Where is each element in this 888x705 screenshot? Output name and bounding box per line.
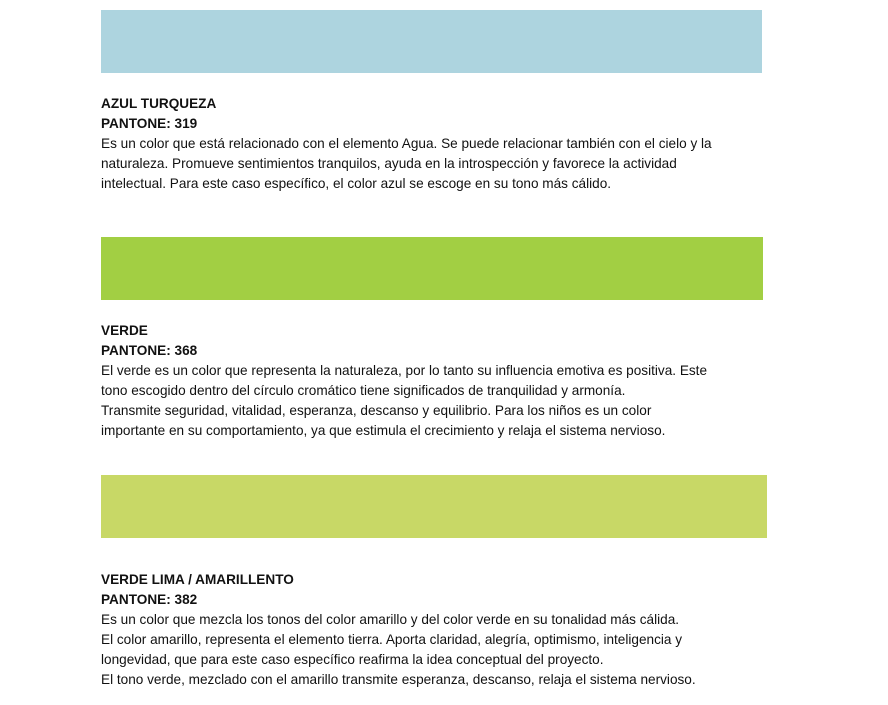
color-swatch-azul-turqueza: [101, 10, 762, 73]
description-line: longevidad, que para este caso específico reafirma la idea conceptual del proyecto.: [101, 652, 604, 667]
color-title: VERDE: [101, 323, 148, 338]
description-line: El color amarillo, representa el elemento tierra. Aporta claridad, alegría, optimismo, inteligencia y: [101, 632, 683, 647]
color-title: AZUL TURQUEZA: [101, 96, 217, 111]
description-line: Es un color que está relacionado con el elemento Agua. Se puede relacionar también con el cielo y la: [101, 136, 712, 151]
pantone-code: PANTONE: 382: [101, 592, 198, 607]
description-line: intelectual. Para este caso específico, el color azul se escoge en su tono más cálido.: [101, 176, 612, 191]
description-line: El tono verde, mezclado con el amarillo transmite esperanza, descanso, relaja el sistema nervioso.: [101, 672, 696, 687]
description-line: Transmite seguridad, vitalidad, esperanza, descanso y equilibrio. Para los niños es un color: [101, 403, 652, 418]
color-section-azul-turqueza: [101, 94, 791, 194]
color-section-verde: [101, 321, 791, 441]
pantone-code: PANTONE: 368: [101, 343, 198, 358]
description-line: importante en su comportamiento, ya que estimula el crecimiento y relaja el sistema nervioso.: [101, 423, 666, 438]
description-line: naturaleza. Promueve sentimientos tranquilos, ayuda en la introspección y favorece la actividad: [101, 156, 677, 171]
color-swatch-verde: [101, 237, 763, 300]
pantone-code: PANTONE: 319: [101, 116, 198, 131]
color-swatch-verde-lima: [101, 475, 767, 538]
color-title: VERDE LIMA / AMARILLENTO: [101, 572, 294, 587]
color-section-verde-lima: [101, 570, 791, 690]
description-line: El verde es un color que representa la naturaleza, por lo tanto su influencia emotiva es positiva. Este: [101, 363, 708, 378]
description-line: Es un color que mezcla los tonos del color amarillo y del color verde en su tonalidad más cálida.: [101, 612, 680, 627]
description-line: tono escogido dentro del círculo cromático tiene significados de tranquilidad y armonía.: [101, 383, 626, 398]
